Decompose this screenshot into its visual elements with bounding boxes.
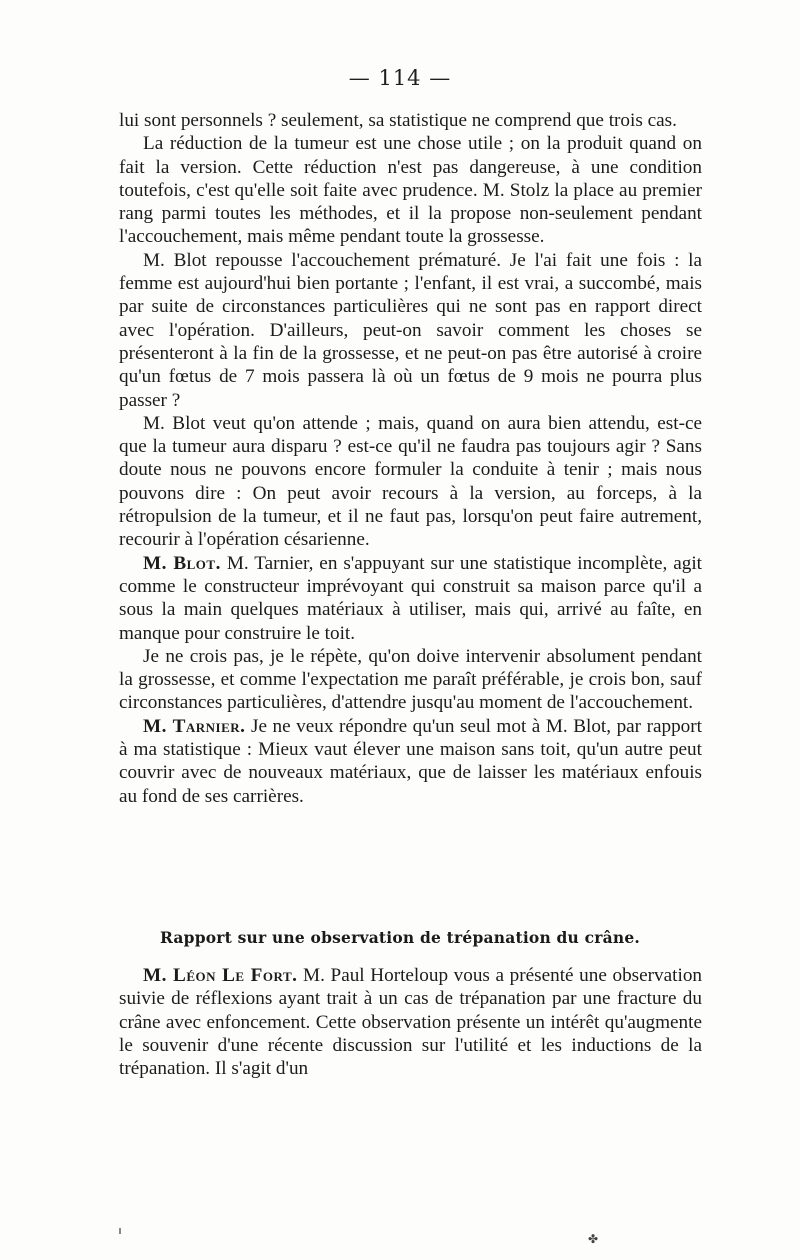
paragraph-7-text: Je ne veux répondre qu'un seul mot à M. Blot, par rapport à ma statistique : Mieux vaut élever une maison sans toit, qu'un autre peut couvrir avec de nouveaux matériaux, que de laisser les matériaux enfouis au fond de ses carrières. [119, 715, 702, 807]
paragraph-5 [119, 552, 702, 645]
speaker-blot: M. Blot. [143, 552, 221, 574]
section-paragraph [119, 964, 702, 1080]
speaker-tarnier: M. Tarnier. [143, 715, 246, 737]
paragraph-5-text: M. Tarnier, en s'appuyant sur une statistique incomplète, agit comme le constructeur imprévoyant qui construit sa maison parce qu'il a sous la main quelques matériaux à utiliser, mais qui, arrivé au faîte, en manque pour construire le toit. [119, 552, 702, 644]
page-number: — 114 — [348, 66, 452, 90]
printer-ornament-icon: ✤ [588, 1232, 599, 1246]
paragraph-2: La réduction de la tumeur est une chose utile ; on la produit quand on fait la version. Cette réduction n'est pas dangereuse, à une condition toutefois, c'est qu'elle soit faite avec prudence. M. Stolz la place au premier rang parmi toutes les méthodes, et il la propose non-seulement pendant l'accouchement, mais même pendant toute la grossesse. [119, 133, 702, 248]
paragraph-7 [119, 715, 702, 808]
paragraph-3: M. Blot repousse l'accouchement prématuré. Je l'ai fait une fois : la femme est aujourd'hui bien portante ; l'enfant, il est vrai, a succombé, mais par suite de circonstances particulières qui ne sont pas en rapport direct avec l'opération. D'ailleurs, peut-on savoir comment les choses se présenteront à la fin de la grossesse, et ne peut-on pas être autorisé à croire qu'un fœtus de 7 mois passera là où un fœtus de 9 mois ne pourra plus passer ? [119, 249, 702, 411]
paragraph-1: lui sont personnels ? seulement, sa statistique ne comprend que trois cas. [119, 110, 677, 131]
margin-speck [119, 1228, 121, 1234]
section-paragraph-text: M. Paul Horteloup vous a présenté une observation suivie de réflexions ayant trait à un cas de trépanation par une fracture du crâne avec enfoncement. Cette observation présente un intérêt qu'augmente le souvenir d'une récente discussion sur l'utilité et les inductions de la trépanation. Il s'agit d'un [119, 965, 703, 1080]
speaker-le-fort: M. Léon Le Fort. [143, 965, 298, 986]
paragraph-4: M. Blot veut qu'on attende ; mais, quand on aura bien attendu, est-ce que la tumeur aura disparu ? est-ce qu'il ne faudra pas toujours agir ? Sans doute nous ne pouvons encore formuler la conduite à tenir ; mais nous pouvons dire : On peut avoir recours à la version, au forceps, à la rétropulsion de la tumeur, et il ne faut pas, lorsqu'on peut faire autrement, recourir à l'opération césarienne. [119, 412, 702, 551]
body-text [119, 109, 702, 808]
section-body [119, 964, 702, 1080]
section-heading: Rapport sur une observation de trépanation du crâne. [159, 928, 640, 947]
paragraph-6: Je ne crois pas, je le répète, qu'on doive intervenir absolument pendant la grossesse, et comme l'expectation me paraît préférable, je crois bon, sauf circonstances particulières, d'attendre jusqu'au moment de l'accouchement. [119, 645, 702, 714]
